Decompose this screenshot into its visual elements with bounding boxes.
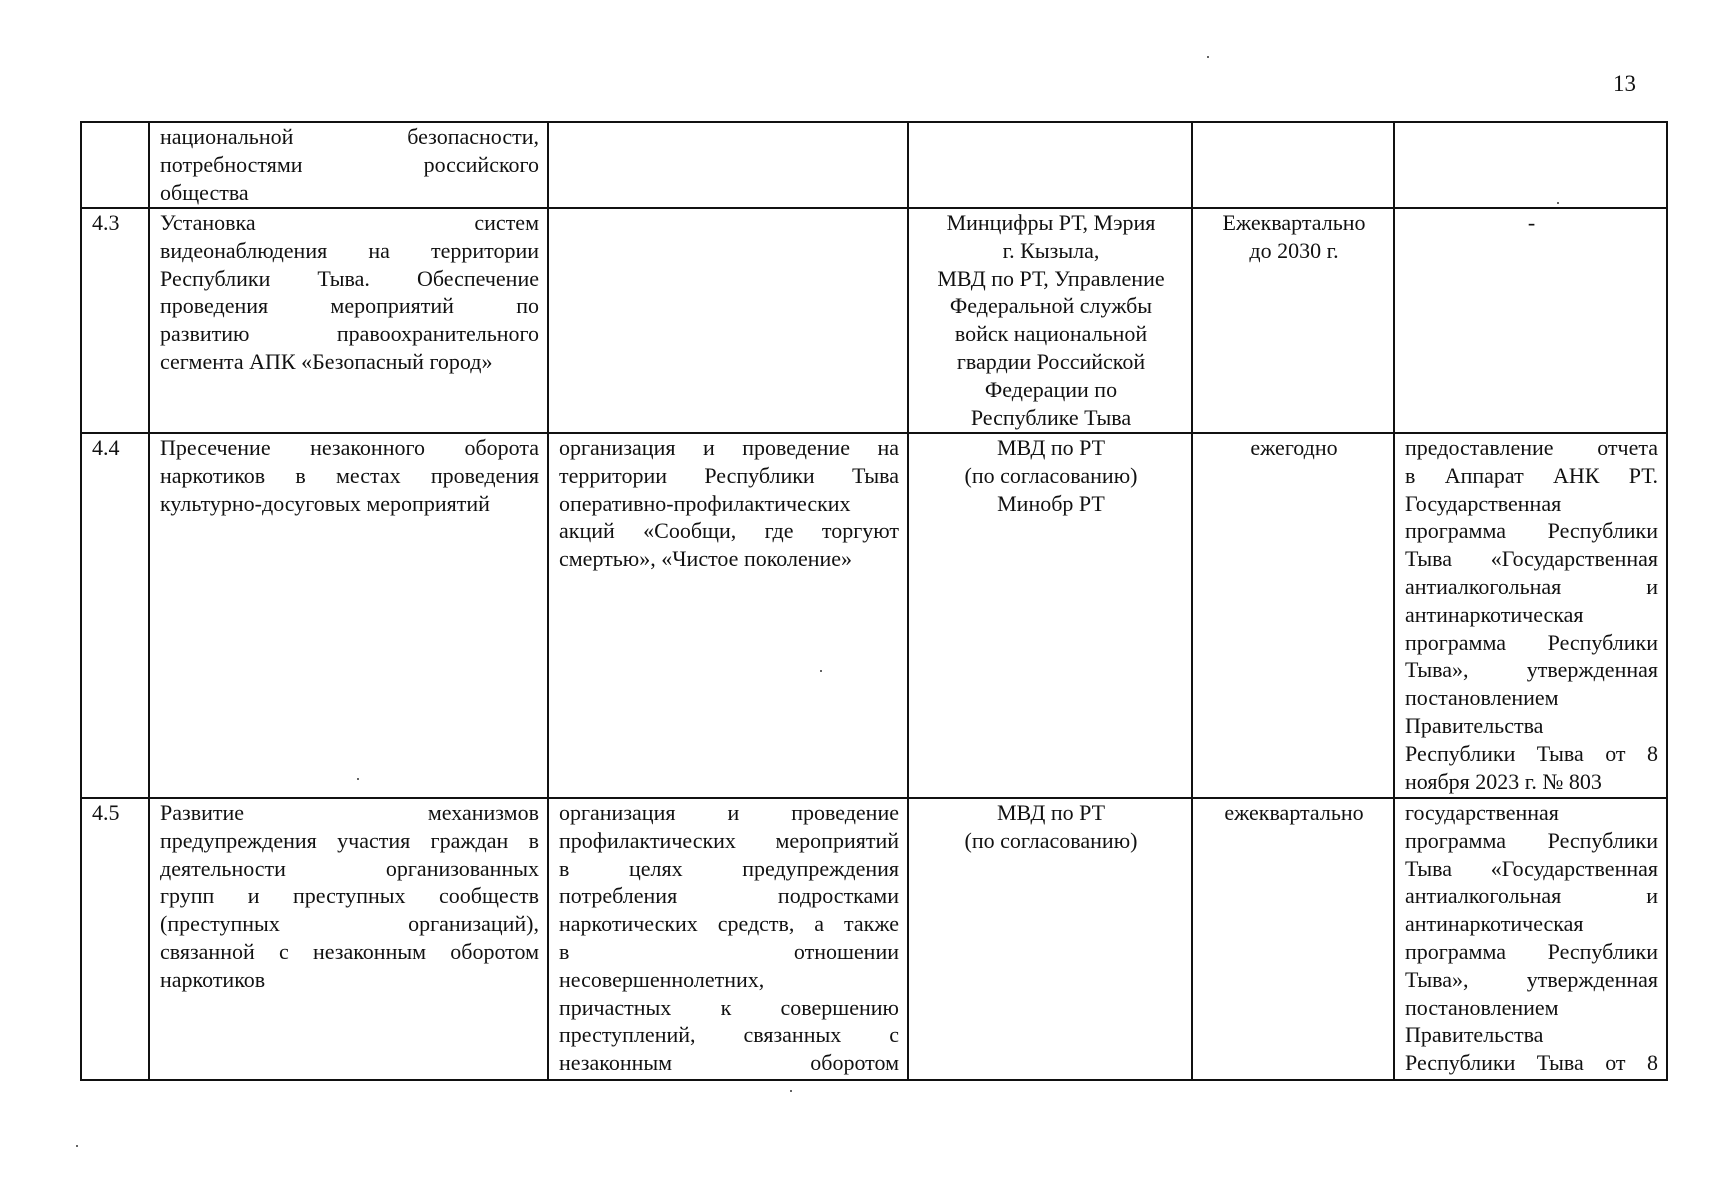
cell-text-line: антиалкогольная и (1405, 883, 1658, 909)
cell-text-line: сегмента АПК «Безопасный город» (160, 348, 493, 374)
cell-text-line: Правительства (1405, 1022, 1544, 1048)
cell-text-line: организация и проведение (559, 800, 899, 825)
cell-text-line: наркотических средств, а также (559, 911, 899, 937)
cell-text-line: программа Республики (1405, 938, 1658, 964)
event-cell (548, 122, 908, 208)
scan-speck (820, 670, 822, 672)
cell-text-line: Пресечение незаконного оборота (160, 435, 539, 460)
result-cell (1394, 208, 1667, 433)
cell-text-line: программа Республики (1405, 518, 1658, 544)
row-number-cell: 4.3 (81, 208, 149, 433)
cell-text-line: Установка систем (160, 210, 539, 235)
responsible-cell (908, 798, 1192, 1080)
responsible-cell (908, 122, 1192, 208)
table-row (81, 122, 1667, 208)
cell-text-line: ноября 2023 г. № 803 (1405, 768, 1602, 794)
result-cell (1394, 433, 1667, 798)
event-cell (548, 433, 908, 798)
cell-text-line: гвардии Российской (956, 348, 1146, 374)
cell-text-line: причастных к совершению (559, 994, 899, 1020)
cell-text-line: национальной безопасности, (160, 124, 539, 149)
cell-text-line: войск национальной (954, 321, 1148, 347)
measure-title-cell (149, 433, 548, 798)
table-row (81, 798, 1667, 1080)
cell-text-line: в отношении (559, 938, 899, 964)
cell-text-line: МВД по РТ (996, 800, 1106, 825)
cell-text-line: проведения мероприятий по (160, 293, 539, 319)
measure-title-cell (149, 798, 548, 1080)
cell-text-line: преступлений, связанных с (559, 1022, 899, 1048)
cell-text-line: территории Республики Тыва (559, 462, 899, 488)
cell-text-line: Минобр РТ (997, 490, 1105, 516)
cell-text-line: развитию правоохранительного (160, 321, 539, 347)
cell-text-line: связанной с незаконным оборотом (160, 938, 539, 964)
cell-text-line: Федеральной службы (949, 293, 1153, 319)
cell-text-line: Республики Тыва. Обеспечение (160, 265, 539, 291)
cell-text-line: постановлением (1405, 685, 1559, 711)
table-row (81, 208, 1667, 433)
table-row (81, 433, 1667, 798)
cell-text-line: незаконным оборотом (559, 1050, 899, 1076)
measure-title-cell (149, 122, 548, 208)
cell-text-line: групп и преступных сообществ (160, 883, 539, 909)
cell-text-line: в целях предупреждения (559, 855, 899, 881)
cell-text-line: наркотиков в местах проведения (160, 462, 539, 488)
cell-text-line: культурно-досуговых мероприятий (160, 490, 490, 516)
cell-text-line: Государственная (1405, 490, 1562, 516)
scan-speck (790, 1090, 792, 1092)
cell-text-line: Тыва «Государственная (1405, 546, 1658, 572)
result-cell (1394, 798, 1667, 1080)
cell-text-line: ежеквартально (1224, 800, 1364, 825)
cell-text-line: Минцифры РТ, Мэрия (946, 210, 1156, 235)
cell-text-line: Республики Тыва от 8 (1405, 1050, 1658, 1076)
page-number: 13 (1613, 71, 1636, 96)
cell-text-line: ежегодно (1250, 435, 1338, 460)
cell-text-line: в Аппарат АНК РТ. (1405, 462, 1658, 488)
cell-text-line: Федерации по (984, 376, 1118, 402)
scan-speck (357, 778, 359, 780)
cell-text-line: антинаркотическая (1405, 911, 1584, 937)
cell-text-line: Тыва «Государственная (1405, 855, 1658, 881)
responsible-cell (908, 433, 1192, 798)
cell-text-line: государственная (1405, 800, 1559, 825)
row-number-cell (81, 122, 149, 208)
deadline-cell (1192, 208, 1394, 433)
cell-text-line: общества (160, 179, 249, 205)
cell-text-line: профилактических мероприятий (559, 827, 899, 853)
cell-text-line: (по согласованию) (964, 827, 1138, 853)
cell-text-line: программа Республики (1405, 827, 1658, 853)
cell-text-line: Развитие механизмов (160, 800, 539, 825)
cell-text-line: (преступных организаций), (160, 911, 539, 937)
cell-text-line: антиалкогольная и (1405, 573, 1658, 599)
cell-text-line: организация и проведение на (559, 435, 899, 460)
responsible-cell (908, 208, 1192, 433)
cell-text-line: Тыва», утвержденная (1405, 657, 1658, 683)
cell-text-line: МВД по РТ (996, 435, 1106, 460)
result-cell (1394, 122, 1667, 208)
deadline-cell (1192, 798, 1394, 1080)
cell-text-line: несовершеннолетних, (559, 966, 765, 992)
cell-text-line: Республики Тыва от 8 (1405, 740, 1658, 766)
event-cell (548, 798, 908, 1080)
cell-text-line: Республике Тыва (970, 404, 1132, 430)
row-number-cell: 4.4 (81, 433, 149, 798)
cell-text-line: оперативно-профилактических (559, 490, 851, 516)
cell-text-line: смертью», «Чистое поколение» (559, 546, 853, 572)
cell-text-line: потребления подростками (559, 883, 899, 909)
cell-text-line: наркотиков (160, 966, 266, 992)
cell-text-line: Правительства (1405, 712, 1544, 738)
cell-text-line: постановлением (1405, 994, 1559, 1020)
deadline-cell (1192, 433, 1394, 798)
cell-text-line: потребностями российского (160, 151, 539, 177)
cell-text-line: деятельности организованных (160, 855, 539, 881)
cell-text-line: Тыва», утвержденная (1405, 966, 1658, 992)
measure-title-cell (149, 208, 548, 433)
cell-text-line: МВД по РТ, Управление (937, 265, 1165, 291)
scan-speck (76, 1145, 78, 1147)
event-cell (548, 208, 908, 433)
cell-text-line: - (1527, 210, 1536, 235)
cell-text-line: г. Кызыла, (1002, 237, 1100, 263)
cell-text-line: предоставление отчета (1405, 435, 1658, 460)
cell-text-line: Ежеквартально (1222, 210, 1366, 235)
row-number-cell: 4.5 (81, 798, 149, 1080)
cell-text-line: акций «Сообщи, где торгуют (559, 518, 899, 544)
measures-table (80, 121, 1668, 1081)
scan-speck (1207, 56, 1209, 58)
cell-text-line: предупреждения участия граждан в (160, 827, 539, 853)
cell-text-line: видеонаблюдения на территории (160, 237, 539, 263)
deadline-cell (1192, 122, 1394, 208)
cell-text-line: антинаркотическая (1405, 601, 1584, 627)
cell-text-line: до 2030 г. (1249, 237, 1339, 263)
cell-text-line: программа Республики (1405, 629, 1658, 655)
scan-speck (1557, 202, 1559, 204)
cell-text-line: (по согласованию) (964, 462, 1138, 488)
